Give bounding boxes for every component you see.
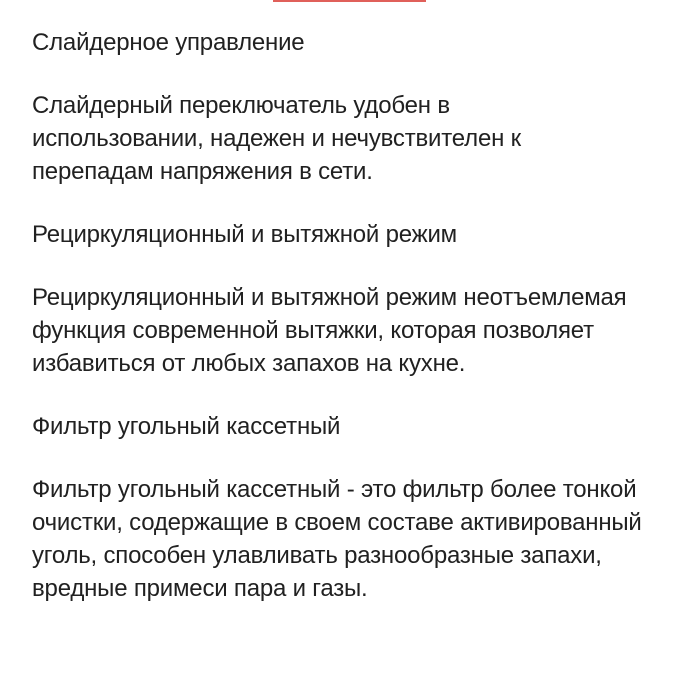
text-slider-control: Слайдерный переключатель удобен в использовании, надежен и нечувствителен к перепадам напряжения в сети.: [32, 92, 521, 185]
heading-recirculation-mode: Рециркуляционный и вытяжной режим: [32, 221, 457, 248]
article-body: [32, 26, 682, 635]
heading-carbon-filter: Фильтр угольный кассетный: [32, 413, 341, 440]
heading-slider-control: Слайдерное управление: [32, 29, 305, 56]
text-recirculation-mode: Рециркуляционный и вытяжной режим неотъемлемая функция современной вытяжки, которая позволяет избавиться от любых запахов на кухне.: [32, 284, 627, 377]
accent-bar: [273, 0, 426, 2]
text-carbon-filter: Фильтр угольный кассетный - это фильтр более тонкой очистки, содержащие в своем составе активированный уголь, способен улавливать разнообразные запахи, вредные примеси пара и газы.: [32, 476, 642, 602]
